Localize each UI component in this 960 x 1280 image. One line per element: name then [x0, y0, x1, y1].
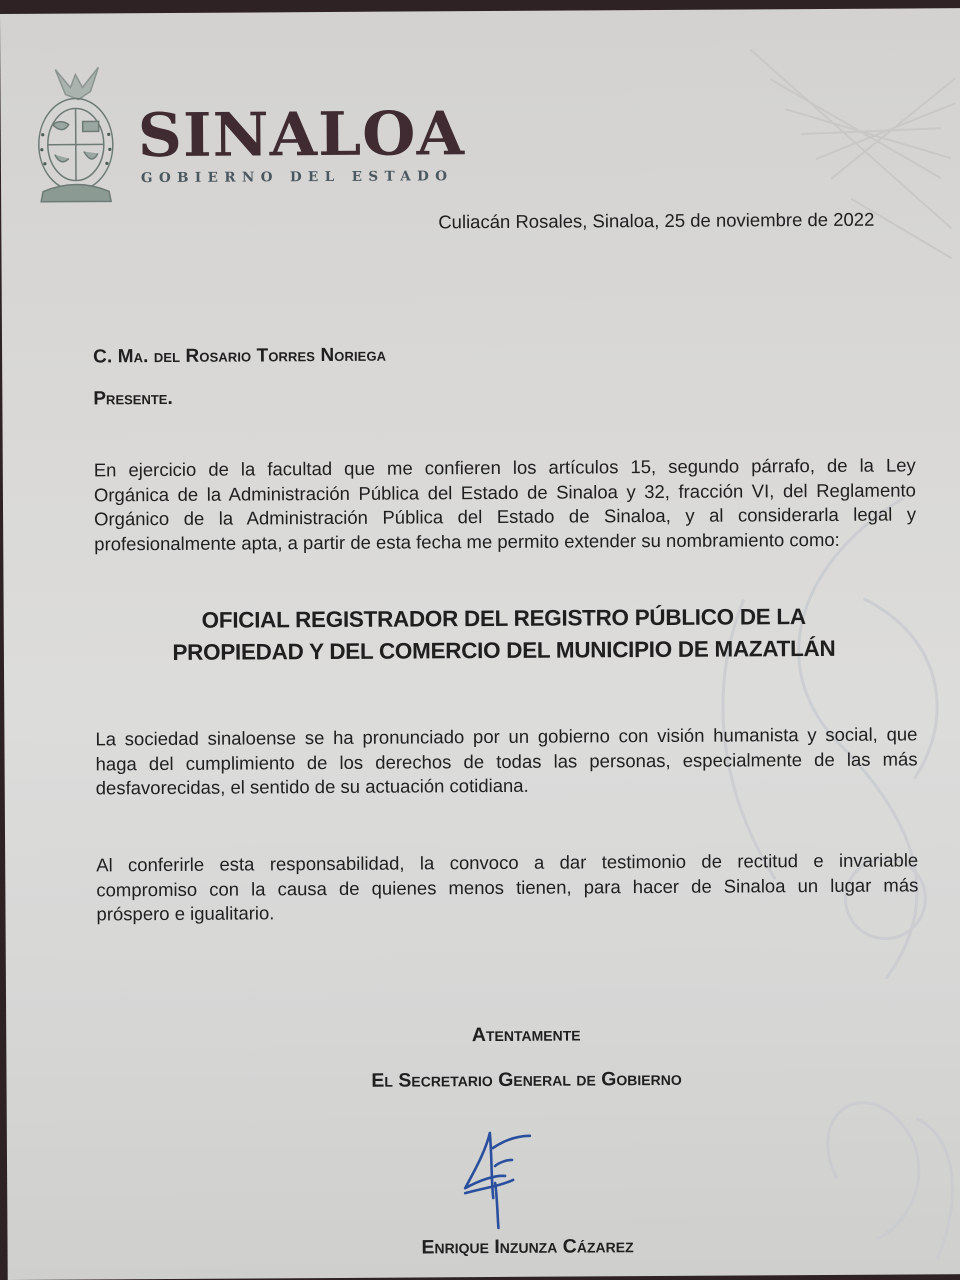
appointment-title-line: OFICIAL REGISTRADOR DEL REGISTRO PÚBLICO DE LA [201, 604, 806, 633]
signer-position: El Secretario General de Gobierno [371, 1067, 682, 1092]
brand-subtitle: GOBIERNO DEL ESTADO [140, 168, 454, 187]
paragraph-line: La sociedad sinaloense se ha pronunciado por un gobierno con visión humanista y social, que [95, 723, 918, 750]
paragraph-line: compromiso con la causa de quienes menos tienen, para hacer de Sinaloa un lugar más [96, 873, 919, 900]
recipient-name: C. Ma. del Rosario Torres Noriega [93, 344, 387, 368]
paragraph-line: próspero e igualitario. [96, 902, 275, 925]
letterhead-brand [137, 99, 466, 187]
brand-name: SINALOA [137, 99, 466, 172]
letter-page [0, 8, 960, 1280]
date-line: Culiacán Rosales, Sinaloa, 25 de noviembre de 2022 [438, 208, 875, 233]
paragraph-responsibility [96, 848, 918, 927]
paragraph-line: desfavorecidas, el sentido de su actuación cotidiana. [95, 774, 529, 799]
paragraph-line: profesionalmente apta, a partir de esta fecha me permito extender su nombramiento como: [94, 528, 840, 554]
signer-name: Enrique Inzunza Cázarez [421, 1235, 634, 1259]
signature-icon [455, 1128, 546, 1235]
paragraph-line: Orgánica de la Administración Pública del Estado de Sinaloa y 32, fracción VI, del Reglamento [93, 478, 916, 505]
coat-of-arms-icon [30, 59, 121, 205]
valediction: Atentamente [471, 1023, 581, 1047]
paragraph-line: haga del cumplimiento de los derechos de todas las personas, especialmente de las más [95, 747, 918, 774]
paragraph-line: Orgánico de la Administración Pública del Estado de Sinaloa, y al considerarla legal y [94, 503, 917, 530]
appointment-title-line: PROPIEDAD Y DEL COMERCIO DEL MUNICIPIO DE MAZATLÁN [172, 635, 836, 665]
paragraph-authority [94, 453, 917, 556]
paragraph-line: Al conferirle esta responsabilidad, la convoco a dar testimonio de rectitud e invariable [96, 849, 919, 876]
watermark-wings-decoration [740, 28, 960, 289]
appointment-title [104, 600, 904, 669]
salutation: Presente. [93, 387, 173, 410]
paragraph-vision [95, 722, 917, 801]
paragraph-line: En ejercicio de la facultad que me confieren los artículos 15, segundo párrafo, de la Ley [93, 454, 916, 481]
